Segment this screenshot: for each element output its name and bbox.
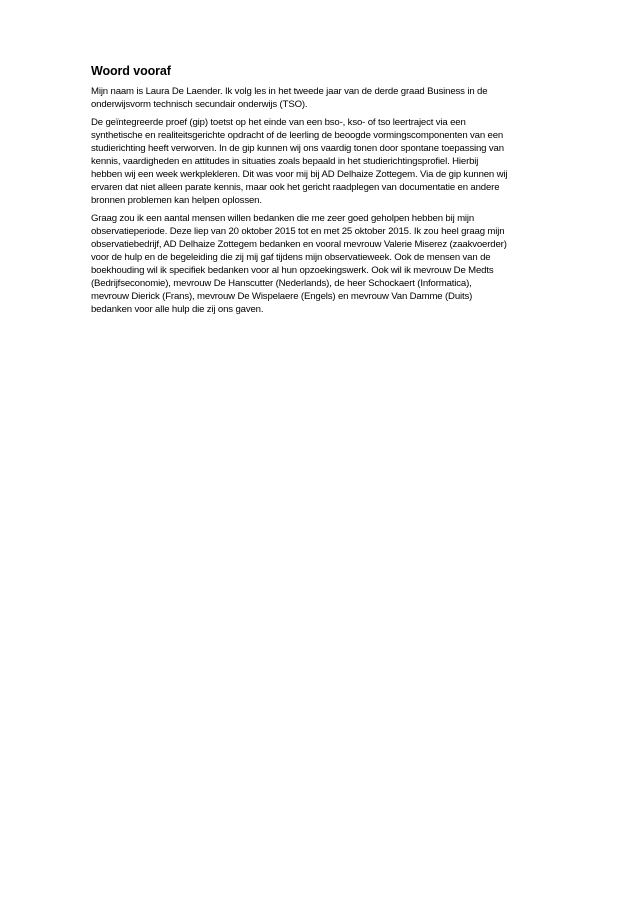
paragraph-3-line-8: bedanken voor alle hulp die zij ons gaven. [91, 304, 264, 315]
paragraph-1-line-1: Mijn naam is Laura De Laender. Ik volg les in het tweede jaar van de derde graad Business in de [91, 86, 488, 97]
paragraph-3-line-4: voor de hulp en de begeleiding die zij mij gaf tijdens mijn observatieweek. Ook de mensen van de [91, 252, 491, 263]
paragraph-2-line-1: De geïntegreerde proef (gip) toetst op het einde van een bso-, kso- of tso leertraject via een [91, 117, 466, 128]
paragraph-2-line-4: kennis, vaardigheden en attitudes in situaties zoals bepaald in het studierichtingsprofiel. Hierbij [91, 156, 479, 167]
paragraph-3-line-1: Graag zou ik een aantal mensen willen bedanken die me zeer goed geholpen hebben bij mijn [91, 213, 475, 224]
paragraph-3-line-6: (Bedrijfseconomie), mevrouw De Hanscutter (Nederlands), de heer Schockaert (Informatica), [91, 278, 472, 289]
paragraph-3-line-7: mevrouw Dierick (Frans), mevrouw De Wispelaere (Engels) en mevrouw Van Damme (Duits) [91, 291, 473, 302]
page-title: Woord vooraf [91, 64, 171, 78]
paragraph-3-line-3: observatiebedrijf, AD Delhaize Zottegem bedanken en vooral mevrouw Valerie Miserez (zaakvoerder) [91, 239, 507, 250]
paragraph-2-line-3: studierichting heeft verworven. In de gip kunnen wij ons vaardig tonen door spontane toepassing van [91, 143, 504, 154]
paragraph-3-line-5: boekhouding wil ik specifiek bedanken voor al hun opzoekingswerk. Ook wil ik mevrouw De Medts [91, 265, 494, 276]
paragraph-2-line-2: synthetische en realiteitsgerichte opdracht of de leerling de beoogde vormingscomponenten van een [91, 130, 504, 141]
paragraph-3-line-2: observatieperiode. Deze liep van 20 oktober 2015 tot en met 25 oktober 2015. Ik zou heel graag mijn [91, 226, 505, 237]
paragraph-2-line-5: hebben wij een week werkplekleren. Dit was voor mij bij AD Delhaize Zottegem. Via de gip kunnen wij [91, 169, 508, 180]
paragraph-1-line-2: onderwijsvorm technisch secundair onderwijs (TSO). [91, 99, 308, 110]
paragraph-2-line-6: ervaren dat niet alleen parate kennis, maar ook het gericht raadplegen van documentatie en andere [91, 182, 500, 193]
paragraph-2-line-7: bronnen problemen kan helpen oplossen. [91, 195, 262, 206]
